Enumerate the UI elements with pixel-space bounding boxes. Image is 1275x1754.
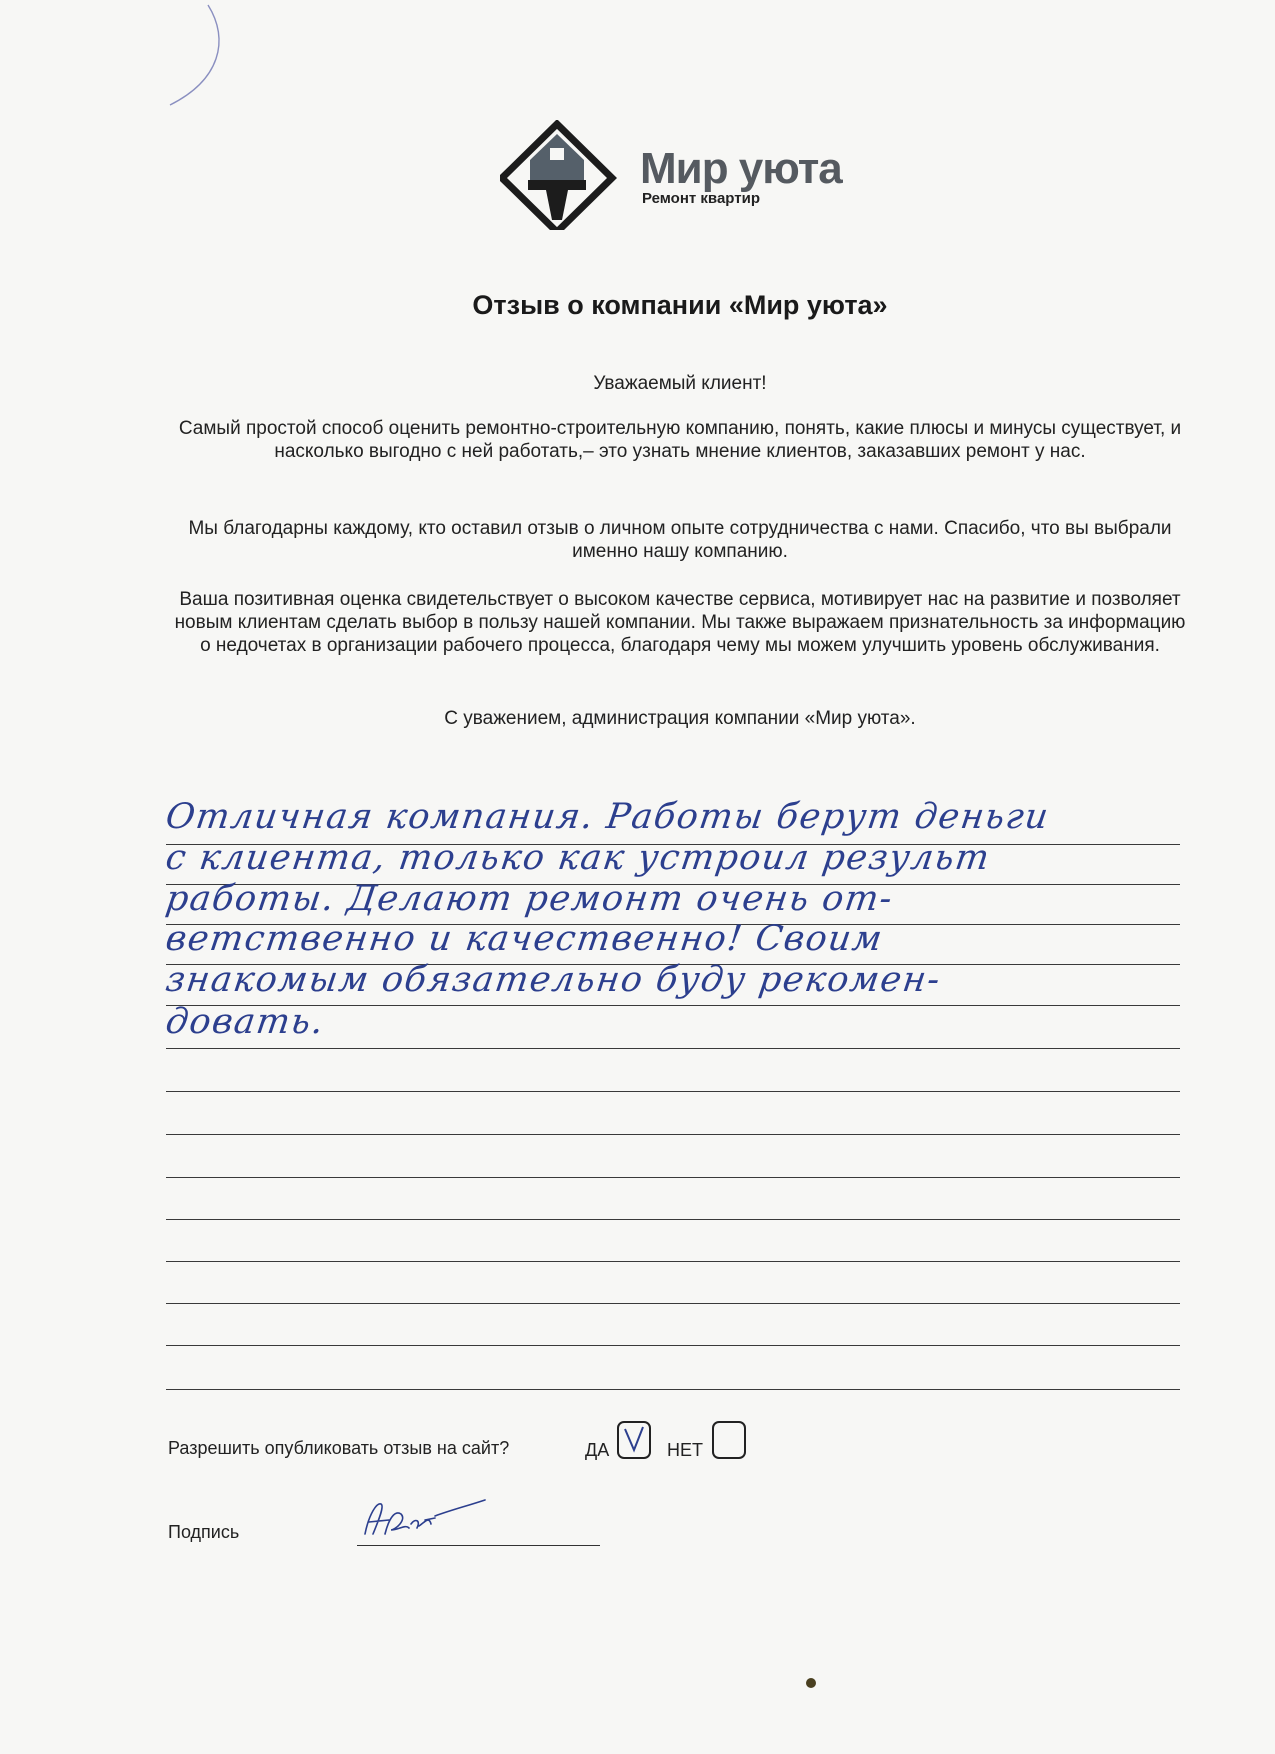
review-line: ветственно и качественно! Своим <box>163 919 886 959</box>
ruled-line <box>166 1219 1180 1220</box>
ruled-line <box>166 1261 1180 1262</box>
review-line: с клиента, только как устроил результ <box>163 838 993 878</box>
signature-line <box>357 1545 600 1546</box>
no-label: НЕТ <box>667 1440 703 1460</box>
review-line: довать. <box>163 1002 328 1042</box>
yes-label: ДА <box>585 1440 610 1460</box>
brand-tagline: Ремонт квартир <box>642 190 760 207</box>
handwritten-signature <box>355 1494 495 1544</box>
brand-name: Мир уюта <box>640 144 842 193</box>
ruled-line <box>166 1303 1180 1304</box>
scan-artifact <box>796 1668 826 1698</box>
yes-checkbox[interactable] <box>617 1421 651 1459</box>
thanks-paragraph: Мы благодарны каждому, кто оставил отзыв о личном опыте сотрудничества с нами. Спасибо, что вы выбрали именно нашу компанию. <box>188 518 1172 562</box>
ruled-line <box>166 1134 1180 1135</box>
feedback-paragraph: Ваша позитивная оценка свидетельствует о высоком качестве сервиса, мотивирует нас на развитие и позволяет новым клиентам сделать выбор в пользу нашей компании. Мы также выражаем признательность за информацию о недочетах в организации рабочего процесса, благодаря чему мы можем улучшить уровень обслуживания. <box>174 589 1186 656</box>
ruled-line <box>166 1389 1180 1390</box>
house-brush-icon <box>500 120 620 230</box>
publish-question: Разрешить опубликовать отзыв на сайт? <box>168 1438 510 1458</box>
ruled-line <box>166 1048 1180 1049</box>
page-title: Отзыв о компании «Мир уюта» <box>472 290 888 320</box>
ruled-line <box>166 1177 1180 1178</box>
review-line: знакомым обязательно буду рекомен- <box>163 960 944 1000</box>
review-line: работы. Делают ремонт очень от- <box>163 879 896 919</box>
company-logo <box>500 120 860 230</box>
check-mark-icon <box>619 1423 649 1457</box>
closing-line: С уважением, администрация компании «Мир уюта». <box>444 708 916 729</box>
review-line: Отличная компания. Работы берут деньги <box>163 797 1052 837</box>
ruled-line <box>166 1091 1180 1092</box>
intro-paragraph: Самый простой способ оценить ремонтно-строительную компанию, понять, какие плюсы и минусы существует, и насколько выгодно с ней работать,– это узнать мнение клиентов, заказавших ремонт у нас. <box>178 418 1182 462</box>
no-checkbox[interactable] <box>712 1421 746 1459</box>
greeting: Уважаемый клиент! <box>593 373 767 394</box>
ruled-line <box>166 1345 1180 1346</box>
scan-artifact <box>160 0 240 110</box>
signature-label: Подпись <box>168 1522 240 1542</box>
